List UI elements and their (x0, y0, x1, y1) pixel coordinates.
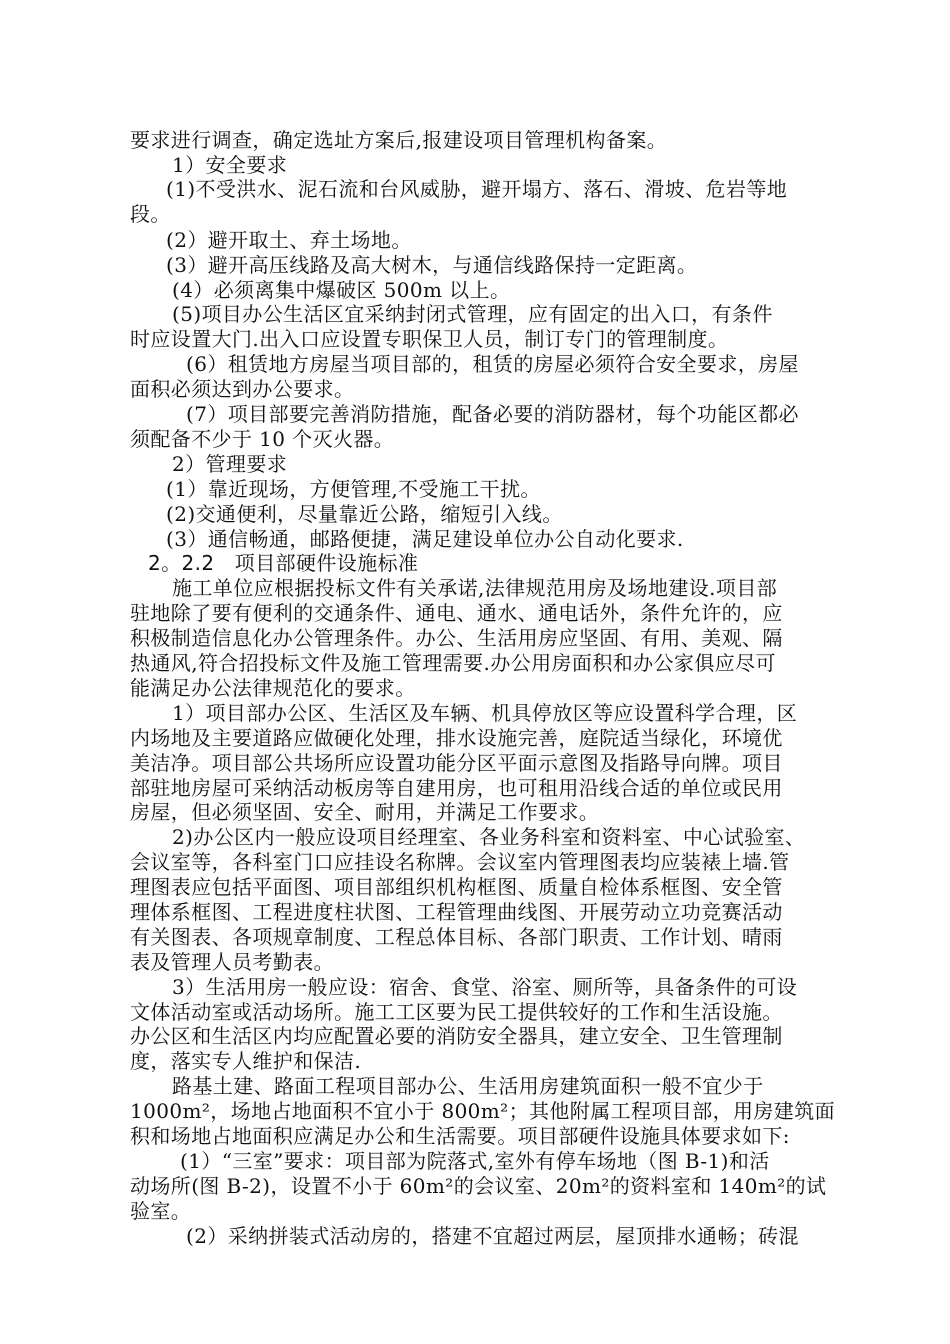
text-line: 1000m²，场地占地面积不宜小于 800m²；其他附属工程项目部，用房建筑面 (130, 1099, 835, 1123)
text-line: 部驻地房屋可采纳活动板房等自建用房，也可租用沿线合适的单位或民用 (130, 776, 783, 800)
text-line: 理图表应包括平面图、项目部组织机构框图、质量自检体系框图、安全管 (130, 875, 783, 899)
text-line: (6）租赁地方房屋当项目部的，租赁的房屋必须符合安全要求，房屋 (186, 352, 799, 376)
section-heading-safety: 1）安全要求 (172, 153, 288, 177)
text-line: 内场地及主要道路应做硬化处理，排水设施完善，庭院适当绿化，环境优 (130, 726, 783, 750)
text-line: 理体系框图、工程进度柱状图、工程管理曲线图、开展劳动立功竞赛活动 (130, 900, 783, 924)
text-line: 度，落实专人维护和保洁. (130, 1049, 362, 1073)
text-line: 2)办公区内一般应设项目经理室、各业务科室和资料室、中心试验室、 (172, 825, 806, 849)
text-line: 动场所(图 B-2)，设置不小于 60m²的会议室、20m²的资料室和 140m²的试 (130, 1174, 827, 1198)
text-line: 验室。 (130, 1199, 192, 1223)
section-heading-2-2-2: 2。2.2 项目部硬件设施标准 (148, 551, 419, 575)
text-line: 1）项目部办公区、生活区及车辆、机具停放区等应设置科学合理，区 (172, 701, 798, 725)
text-line: 能满足办公法律规范化的要求。 (130, 676, 416, 700)
text-line: 房屋，但必须坚固、安全、耐用，并满足工作要求。 (130, 800, 600, 824)
section-heading-management: 2）管理要求 (172, 452, 288, 476)
text-line: 路基土建、路面工程项目部办公、生活用房建筑面积一般不宜少于 (172, 1074, 764, 1098)
text-line: (2)交通便利，尽量靠近公路，缩短引入线。 (166, 502, 563, 526)
text-line: 表及管理人员考勤表。 (130, 950, 334, 974)
text-line: (3）避开高压线路及高大树木，与通信线路保持一定距离。 (166, 253, 698, 277)
text-line: 积极制造信息化办公管理条件。办公、生活用房应坚固、有用、美观、隔 (130, 626, 783, 650)
text-line: (5)项目办公生活区宜采纳封闭式管理，应有固定的出入口，有条件 (172, 302, 773, 326)
text-line: 有关图表、各项规章制度、工程总体目标、各部门职责、工作计划、晴雨 (130, 925, 783, 949)
text-line: (2）避开取土、弃土场地。 (166, 228, 412, 252)
text-line: (7）项目部要完善消防措施，配备必要的消防器材，每个功能区都必 (186, 402, 799, 426)
text-line: 办公区和生活区内均应配置必要的消防安全器具，建立安全、卫生管理制 (130, 1024, 783, 1048)
text-line: (1）“三室”要求：项目部为院落式,室外有停车场地（图 B-1)和活 (180, 1149, 770, 1173)
text-line: 热通风,符合招投标文件及施工管理需要.办公用房面积和办公家俱应尽可 (130, 651, 776, 675)
text-line: (1）靠近现场，方便管理,不受施工干扰。 (166, 477, 541, 501)
text-line: 驻地除了要有便利的交通条件、通电、通水、通电话外，条件允许的，应 (130, 601, 783, 625)
text-line: (4）必须离集中爆破区 500m 以上。 (172, 278, 511, 302)
text-line: 须配备不少于 10 个灭火器。 (130, 427, 395, 451)
text-line: (3）通信畅通，邮路便捷，满足建设单位办公自动化要求. (166, 527, 684, 551)
text-line: 文体活动室或活动场所。施工工区要为民工提供较好的工作和生活设施。 (130, 1000, 783, 1024)
text-line: 面积必须达到办公要求。 (130, 377, 355, 401)
text-line: 段。 (130, 202, 171, 226)
text-line: 施工单位应根据投标文件有关承诺,法律规范用房及场地建设.项目部 (172, 576, 778, 600)
text-line: (1)不受洪水、泥石流和台风威胁，避开塌方、落石、滑坡、危岩等地 (166, 177, 788, 201)
text-line: 会议室等，各科室门口应挂设名称牌。会议室内管理图表均应装裱上墙.管 (130, 850, 790, 874)
text-line: 要求进行调查，确定选址方案后,报建设项目管理机构备案。 (130, 128, 668, 152)
text-line: 积和场地占地面积应满足办公和生活需要。项目部硬件设施具体要求如下: (130, 1124, 790, 1148)
text-line: 3）生活用房一般应设：宿舍、食堂、浴室、厕所等，具备条件的可设 (172, 975, 798, 999)
text-line: 时应设置大门.出入口应设置专职保卫人员，制订专门的管理制度。 (130, 327, 729, 351)
text-line: (2）采纳拼装式活动房的，搭建不宜超过两层，屋顶排水通畅；砖混 (186, 1224, 799, 1248)
text-line: 美洁净。项目部公共场所应设置功能分区平面示意图及指路导向牌。项目 (130, 751, 783, 775)
